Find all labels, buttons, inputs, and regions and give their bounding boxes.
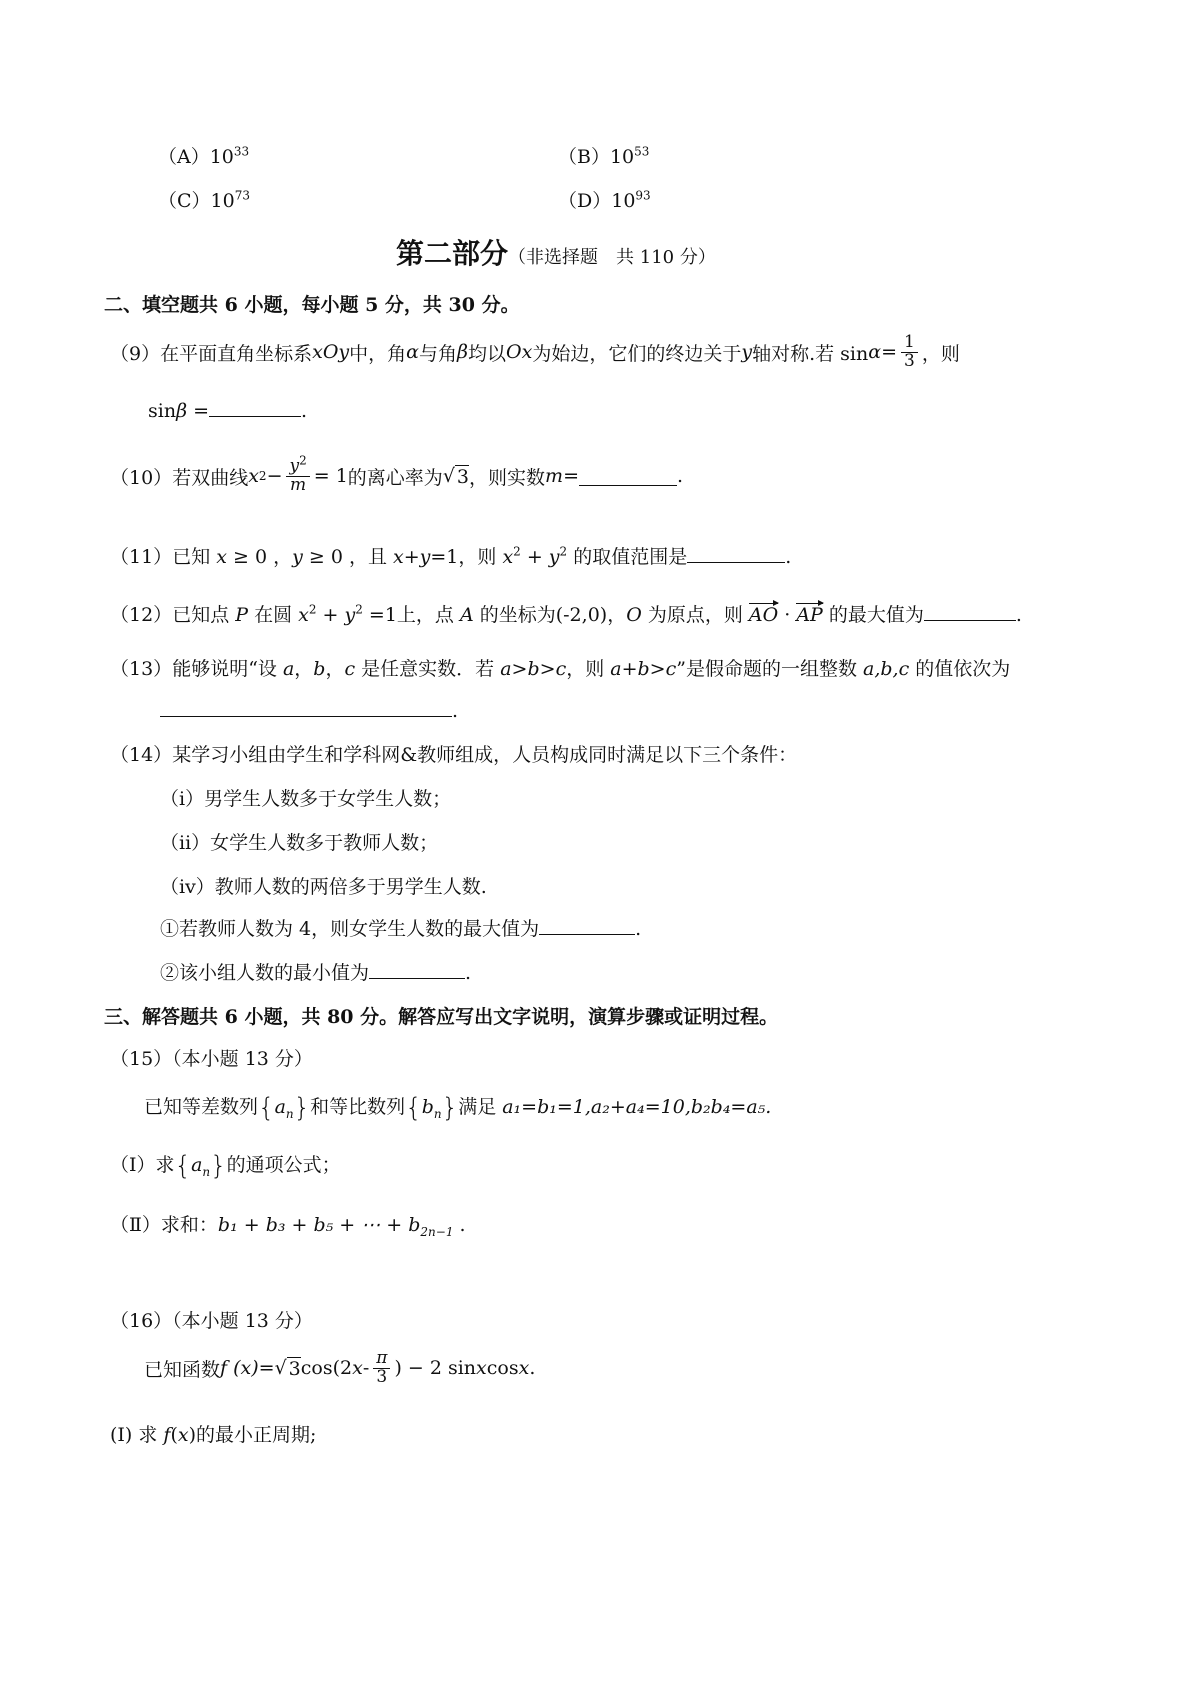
q14-sub1-end: . [635, 918, 642, 940]
q16-sqrt-value: 3 [288, 1357, 301, 1380]
q12-answer-blank [924, 602, 1016, 621]
q9-number: （9） [110, 342, 161, 365]
q12-text-3: =1上，点 [362, 604, 460, 626]
q10-number: （10） [110, 466, 173, 489]
question-9-line-2 [148, 398, 307, 422]
q9-alpha-2: α [868, 341, 882, 364]
q16-fx: f (x) [220, 1357, 259, 1380]
question-15-stem [144, 1092, 771, 1123]
q14-subquestion-1 [160, 914, 641, 941]
option-a-exponent: 33 [233, 144, 250, 159]
q11-x2: x [502, 546, 514, 568]
q11-answer-blank [687, 544, 785, 563]
q15-bn-sub: n [433, 1106, 442, 1121]
option-c [158, 186, 250, 213]
q15-bn: b [421, 1096, 434, 1118]
question-16-stem [144, 1350, 535, 1387]
q12-o: O [626, 604, 642, 626]
q10-text-3: ，则实数 [469, 466, 546, 489]
q11-y-b: y [419, 546, 431, 568]
q9-end: . [301, 400, 308, 422]
q10-text-2: 的离心率为 [347, 466, 443, 489]
option-b [558, 142, 649, 169]
option-b-exponent: 53 [634, 144, 650, 159]
q12-y: y [344, 604, 356, 626]
q16-stem-a: 已知函数 [144, 1358, 221, 1381]
q13-c: c [344, 658, 356, 680]
q11-plus: + [403, 546, 420, 568]
q16-x-3: x [518, 1357, 530, 1380]
question-9 [110, 334, 960, 371]
q9-var-y: y [741, 341, 753, 364]
q15-p1-b: 的通项公式； [226, 1154, 341, 1176]
q15-brace-open: { [258, 1093, 275, 1123]
q15-an-sub: n [285, 1106, 294, 1121]
q10-end: . [676, 465, 684, 488]
q11-exp-1: 2 [513, 544, 521, 559]
q15-p2-expr: b₁ + b₃ + b₅ + ⋯ + b [217, 1214, 421, 1236]
q11-number: （11） [110, 546, 173, 568]
question-13 [110, 654, 1010, 681]
question-15-part-1 [110, 1150, 341, 1181]
q13-a: a [282, 658, 295, 680]
q15-brace-open-2: { [405, 1093, 422, 1123]
q13-ineq-2: a+b>c [610, 658, 677, 680]
q9-frac-numerator: 1 [901, 334, 918, 353]
q12-x: x [298, 604, 309, 626]
q11-text-4: =1，则 [430, 546, 503, 568]
q16-cos-c: cos [486, 1357, 519, 1380]
q13-end: . [452, 700, 459, 722]
q15-brace-close-2: } [441, 1093, 459, 1123]
part-title [396, 232, 716, 272]
q9-text-5: 为始边，它们的终边关于 [532, 342, 742, 365]
q10-m: m [545, 465, 564, 488]
q11-end: . [785, 546, 792, 568]
q16-p1-c: )的最小正周期; [188, 1424, 317, 1446]
q12-text-1: 已知点 [172, 604, 236, 626]
q15-an: a [274, 1096, 286, 1118]
q9-text-4: 均以 [468, 342, 507, 365]
q16-p1-a: (Ⅰ) 求 [110, 1424, 164, 1446]
q15-p1-brace-close: } [210, 1151, 227, 1181]
q9-beta: β [457, 341, 468, 364]
q11-y: y [292, 546, 303, 568]
question-11 [110, 542, 791, 569]
q9-text-6: 轴对称.若 sin [752, 342, 869, 365]
q12-text-2: 在圆 [248, 604, 299, 626]
part-title-main: 第二部分 [396, 237, 509, 270]
q14-condition-2: （ⅱ）女学生人数多于教师人数； [160, 832, 439, 854]
q15-p1-a: （Ⅰ）求 [110, 1154, 175, 1176]
q11-x-b: x [393, 546, 404, 568]
q12-plus: + [316, 604, 345, 626]
q9-alpha: α [406, 341, 419, 364]
q10-minus: − [266, 465, 283, 488]
q14-stem: 某学习小组由学生和学科网&教师组成，人员构成同时满足以下三个条件： [172, 744, 798, 766]
q12-text-4: 的坐标为(-2,0)， [473, 604, 627, 626]
option-c-label: （C）10 [158, 190, 235, 212]
q15-p1-brace-open: { [174, 1151, 192, 1181]
q15-p2-sub: 2n−1 [420, 1224, 454, 1239]
q16-three: 3 [376, 1366, 388, 1387]
q14-sub1-text: ①若教师人数为 4，则女学生人数的最大值为 [160, 918, 540, 940]
q10-y: y [289, 456, 300, 476]
q9-frac-denominator: 3 [903, 350, 915, 371]
option-d [558, 186, 651, 213]
q9-var-xoy: xOy [312, 341, 350, 364]
q9-text-8: ，则 [921, 342, 960, 365]
q12-p: P [235, 604, 249, 626]
q15-p2-end: . [453, 1214, 466, 1236]
question-13-line-2 [160, 698, 458, 722]
q11-y2: y [548, 546, 560, 568]
q10-sqrt-value: 3 [456, 465, 470, 488]
q16-rest: ) − 2 sin [394, 1357, 477, 1380]
q12-end: . [1015, 604, 1022, 626]
q11-exp-2: 2 [559, 544, 568, 559]
q16-cos-b: - [362, 1357, 370, 1380]
q13-text-1: 能够说明“设 [172, 658, 283, 680]
q13-text-5: 的值依次为 [909, 658, 1011, 680]
option-c-exponent: 73 [234, 188, 250, 203]
q16-fraction [373, 1350, 390, 1387]
q16-p1-f: f [163, 1424, 171, 1446]
q14-condition-1: （ⅰ）男学生人数多于女学生人数； [160, 788, 452, 810]
q16-pi: π [373, 1350, 390, 1369]
q13-comma-2: ， [325, 658, 345, 680]
q10-text-4: = [563, 465, 579, 488]
q12-vector-ao: AO [748, 604, 779, 626]
option-a [158, 142, 249, 169]
q12-exp-1: 2 [308, 602, 317, 617]
q15-p1-an: a [191, 1154, 203, 1176]
question-15-part-2 [110, 1210, 466, 1237]
question-15-header: （15）（本小题 13 分） [110, 1048, 313, 1070]
part-title-sub: （非选择题 共 110 分） [508, 247, 716, 268]
q12-exp-2: 2 [355, 602, 363, 617]
question-16-header: （16）（本小题 13 分） [110, 1310, 313, 1332]
q15-p1-an-sub: n [202, 1164, 211, 1179]
q16-cos-a: cos(2 [300, 1357, 353, 1380]
q16-eq: = [258, 1357, 275, 1380]
q10-text-1: 若双曲线 [172, 466, 249, 489]
q9-var-ox: Ox [506, 341, 533, 364]
q13-ineq-1: a>b>c [500, 658, 567, 680]
q9-text-7: = [881, 341, 897, 364]
q15-condition: a₁=b₁=1,a₂+a₄=10,b₂b₄=a₅. [502, 1096, 772, 1118]
q13-number: （13） [110, 658, 173, 680]
q9-text-2: 中，角 [349, 342, 407, 365]
q9-beta-2: β [176, 400, 188, 422]
q10-eq: = 1 [313, 465, 348, 488]
q10-frac-denominator: m [290, 474, 307, 495]
option-d-label: （D）10 [558, 190, 636, 212]
q11-text-5: 的取值范围是 [567, 546, 688, 568]
q13-answer-blank [160, 698, 452, 717]
q9-fraction [901, 334, 918, 371]
q13-text-2: 是任意实数．若 [355, 658, 501, 680]
q11-text-2: ≥ 0 ， [226, 546, 293, 568]
q14-sub2-text: ②该小组人数的最小值为 [160, 962, 370, 984]
q16-sqrt-sign: √ [274, 1357, 287, 1380]
q14-condition-3: （ⅳ）教师人数的两倍多于男学生人数. [160, 876, 487, 898]
q13-comma-1: ， [294, 658, 314, 680]
question-10: （10） 若双曲线 x 2 − $\frac{y^2}{m}$ = 1 的离心率为 √ 3 ，则实数 m = . [110, 453, 684, 495]
q13-abc: a,b,c [863, 658, 910, 680]
q14-sub2-end: . [465, 962, 472, 984]
option-b-label: （B）10 [558, 146, 635, 168]
q9-text-3: 与角 [419, 342, 458, 365]
q12-a: A [459, 604, 474, 626]
q10-fraction [286, 453, 309, 495]
section-header-solutions: 三、解答题共 6 小题，共 80 分。解答应写出文字说明，演算步骤或证明过程。 [104, 1006, 779, 1028]
q10-y-exp: 2 [299, 453, 307, 468]
q16-end: . [529, 1357, 536, 1380]
q16-x: x [352, 1357, 363, 1380]
option-a-label: （A）10 [158, 146, 234, 168]
q16-x-2: x [476, 1357, 487, 1380]
q14-number: （14） [110, 744, 173, 766]
q9-eq: = [187, 400, 210, 422]
q12-text-6: 的最大值为 [822, 604, 924, 626]
q12-number: （12） [110, 604, 173, 626]
q13-text-4: ”是假命题的一组整数 [676, 658, 864, 680]
question-14 [110, 740, 797, 767]
q15-stem-c: 满足 [458, 1096, 503, 1118]
q14-sub2-blank [369, 960, 465, 979]
q16-p1-b: ( [170, 1424, 178, 1446]
q15-stem-a: 已知等差数列 [144, 1096, 259, 1118]
q11-text-1: 已知 [172, 546, 217, 568]
q9-answer-blank [209, 398, 301, 417]
q13-text-3: ，则 [566, 658, 611, 680]
q10-answer-blank [579, 467, 677, 486]
q15-stem-b: 和等比数列 [310, 1096, 406, 1118]
q13-b: b [313, 658, 326, 680]
question-16-part-1 [110, 1420, 316, 1447]
q15-p2-a: （Ⅱ）求和： [110, 1214, 218, 1236]
q9-sin: sin [148, 400, 177, 422]
q10-x: x [248, 465, 259, 488]
q14-sub1-blank [539, 916, 635, 935]
q12-dot: · [778, 604, 797, 626]
q12-vector-ap: AP [796, 604, 823, 626]
q11-x: x [216, 546, 227, 568]
q16-p1-x: x [177, 1424, 189, 1446]
q11-text-3: ≥ 0 ，且 [302, 546, 393, 568]
section-header-fill-blank: 二、填空题共 6 小题，每小题 5 分，共 30 分。 [104, 294, 520, 316]
q11-plus-2: + [520, 546, 549, 568]
q12-text-5: 为原点，则 [641, 604, 749, 626]
q9-text-1: 在平面直角坐标系 [160, 342, 313, 365]
q15-brace-close: } [293, 1093, 311, 1123]
option-d-exponent: 93 [635, 188, 651, 203]
q14-subquestion-2 [160, 958, 471, 985]
question-12 [110, 600, 1022, 627]
q10-sqrt-sign: √ [442, 465, 455, 488]
